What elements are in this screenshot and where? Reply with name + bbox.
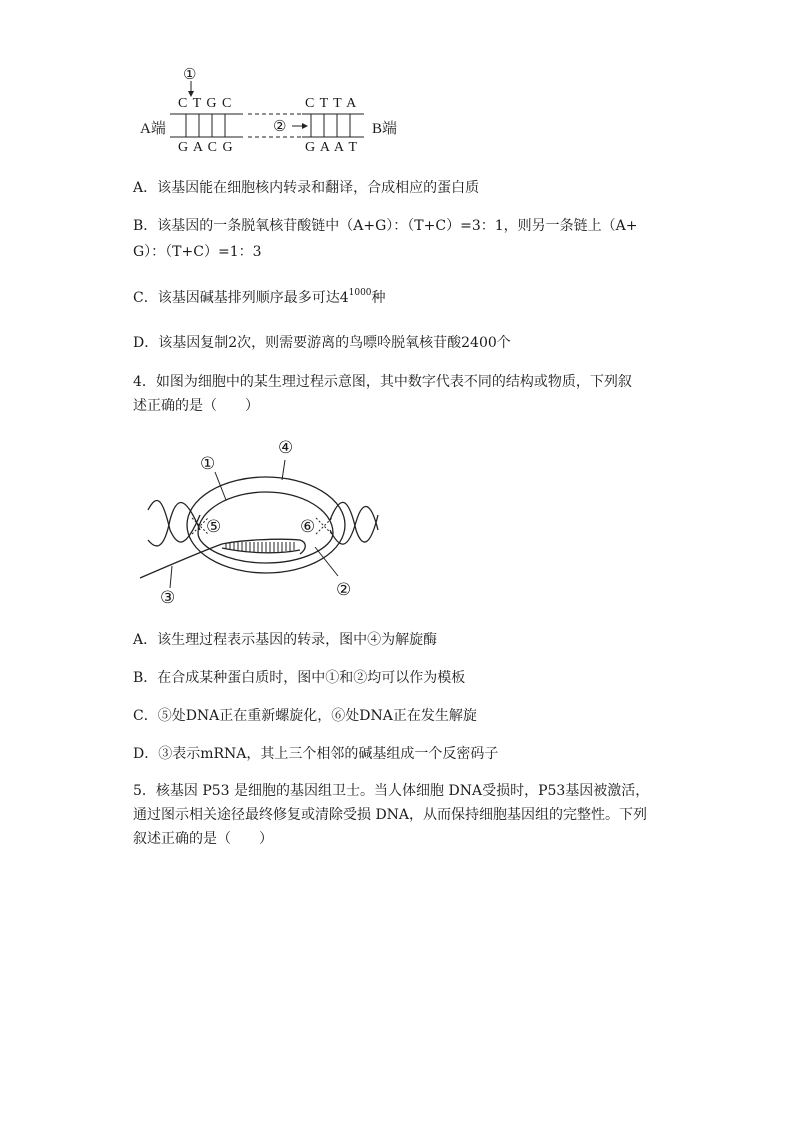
marker-2-label: ②	[273, 119, 287, 135]
q3-option-c-exponent: 1000	[348, 288, 372, 298]
right-helix-strand	[330, 506, 378, 544]
leader-4	[282, 460, 285, 480]
dna-fragment-svg	[130, 60, 420, 165]
q5-stem-line3: 叙述正确的是（ ）	[133, 831, 273, 847]
left-helix-strand	[148, 502, 200, 546]
q4-option-c: C．⑤处DNA正在重新螺旋化，⑥处DNA正在发生解旋	[133, 708, 477, 724]
q3-option-c-suffix: 种	[371, 290, 386, 306]
label-6: ⑥	[300, 517, 316, 536]
leader-3	[170, 566, 172, 588]
end-b-label: B端	[372, 121, 398, 137]
label-5: ⑤	[206, 517, 222, 536]
q3-option-c-text: C．该基因碱基排列顺序最多可达4	[133, 290, 349, 306]
q3-option-b-line1: B．该基因的一条脱氧核苷酸链中（A+G）：（T+C）=3：1，则另一条链上（A+	[133, 218, 638, 234]
label-2: ②	[336, 580, 352, 599]
q4-stem-line2: 述正确的是（ ）	[133, 398, 259, 414]
label-1: ①	[200, 454, 216, 473]
transcription-diagram	[130, 430, 390, 615]
top-right-sequence: C T T A	[305, 96, 358, 111]
q3-option-d: D．该基因复制2次，则需要游离的鸟嘌呤脱氧核苷酸2400个	[133, 335, 511, 351]
q5-stem-line1: 5．核基因 P53 是细胞的基因组卫士。当人体细胞 DNA受损时，P53基因被激活，	[133, 783, 650, 799]
q3-option-b-line2: G）：（T+C）=1：3	[133, 244, 262, 260]
q4-option-b: B．在合成某种蛋白质时，图中①和②均可以作为模板	[133, 670, 466, 686]
q3-option-c	[133, 288, 386, 308]
q4-option-d: D．③表示mRNA，其上三个相邻的碱基组成一个反密码子	[133, 746, 499, 762]
q5-stem-line2: 通过图示相关途径最终修复或清除受损 DNA，从而保持细胞基因组的完整性。下列	[133, 807, 648, 823]
bottom-right-sequence: G A A T	[305, 140, 359, 155]
dna-fragment-diagram	[130, 60, 420, 165]
q3-option-a: A．该基因能在细胞核内转录和翻译，合成相应的蛋白质	[133, 180, 480, 196]
right-helix-strand	[330, 502, 378, 542]
end-a-label: A端	[140, 121, 166, 137]
marker-1-label: ①	[183, 67, 197, 83]
bottom-left-sequence: G A C G	[178, 140, 234, 155]
label-3: ③	[160, 588, 176, 607]
top-left-sequence: C T G C	[178, 96, 233, 111]
q4-option-a: A．该生理过程表示基因的转录，图中④为解旋酶	[133, 632, 438, 648]
label-4: ④	[278, 438, 294, 457]
marker-2-arrowhead	[302, 123, 308, 129]
leader-1	[215, 472, 226, 500]
q4-stem-line1: 4．如图为细胞中的某生理过程示意图，其中数字代表不同的结构或物质，下列叙	[133, 374, 632, 390]
